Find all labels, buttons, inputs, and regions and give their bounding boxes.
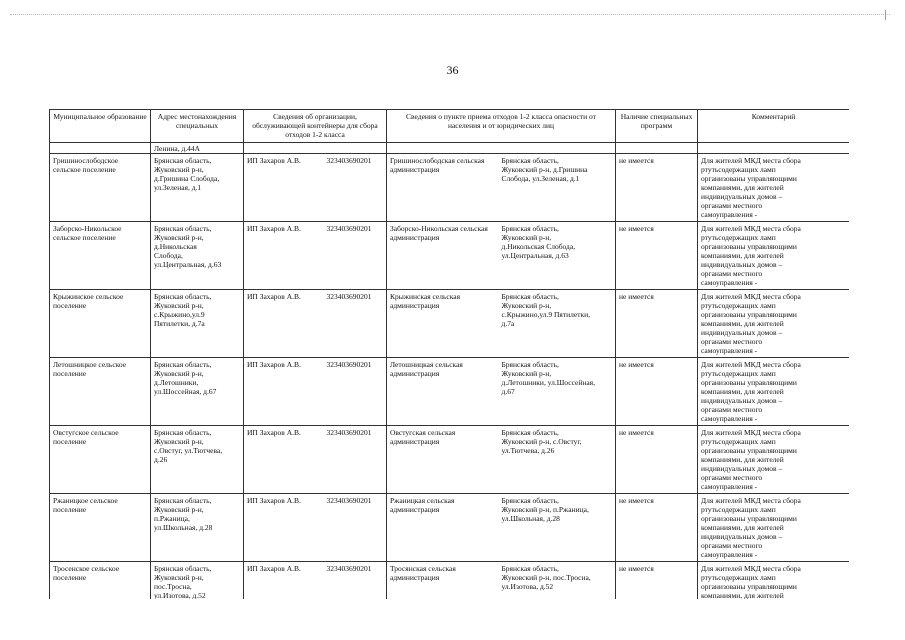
cell-address-line: Брянская область, — [154, 156, 212, 165]
cell-org-name: ИП Захаров А.В. — [244, 358, 324, 426]
cell-comment-line: организованы управляющими — [701, 310, 797, 319]
cell-programs: не имеется — [616, 154, 698, 222]
cell-org-inn: 323403690201 — [324, 494, 387, 562]
cell-comment-line: организованы управляющими — [701, 242, 797, 251]
cell-comment-line: индивидуальных домов – — [701, 532, 783, 541]
cell-address-line: Брянская область, — [154, 224, 212, 233]
cell-address-line: ул.Центральная, д.63 — [154, 260, 222, 269]
scan-artifact-line — [10, 14, 890, 15]
cell-point-address-line: Брянская область, — [501, 224, 559, 233]
cell-comment-line: Для жителей МКД места сбора — [701, 428, 801, 437]
table-row — [50, 154, 850, 222]
cell-address — [151, 290, 244, 358]
cell-point-address-line: Жуковский р-н, — [501, 369, 552, 378]
cell-comment-line: органами местного — [701, 201, 763, 210]
cell-address — [151, 358, 244, 426]
cell-municipality: Ржаницкое сельское поселение — [50, 494, 151, 562]
cell-address-line: Жуковский р-н, — [154, 573, 204, 582]
cell-programs: не имеется — [616, 358, 698, 426]
cell-comment-line: органами местного — [701, 269, 763, 278]
cell-org-inn: 323403690201 — [324, 290, 387, 358]
cell-comment-line: индивидуальных домов – — [701, 396, 783, 405]
header-organization: Сведения об организации, обслуживающей контейнеры для сбора отходов 1-2 класса — [244, 110, 387, 143]
table-row — [50, 222, 850, 290]
cell-point-address-line: д.7а — [501, 319, 515, 328]
cell-point-address-line: с.Крыжино,ул.9 Пятилетки, — [501, 310, 591, 319]
cell-comment — [698, 290, 849, 358]
fragment-org-name — [244, 143, 324, 154]
cell-comment-line: компаниями, для жителей — [701, 523, 784, 532]
cell-address-line: ул.Школьная, д.28 — [154, 523, 213, 532]
cell-address-line: ул.Шоссейная, д.67 — [154, 387, 217, 396]
cell-municipality: Крыжинское сельское поселение — [50, 290, 151, 358]
header-municipality: Муниципальное образование — [50, 110, 151, 143]
cell-point-address-line: Брянская область, — [501, 156, 559, 165]
cell-comment-line: самоуправления - — [701, 550, 758, 559]
cell-point-address-line: Брянская область, — [501, 428, 559, 437]
cell-point-address-line: ул.Центральная, д.63 — [501, 251, 569, 260]
cell-comment-line: органами местного — [701, 541, 763, 550]
table-row — [50, 562, 850, 600]
cell-point-address-line: Брянская область, — [501, 360, 559, 369]
fragment-point-name — [387, 143, 499, 154]
cell-comment-line: индивидуальных домов – — [701, 464, 783, 473]
cell-comment-line: компаниями, для жителей — [701, 591, 784, 599]
cell-comment-line: организованы управляющими — [701, 514, 797, 523]
cell-point-address-line: Жуковский р-н, пос.Тросна, — [501, 573, 591, 582]
cell-address-line: п.Ржаница, — [154, 514, 190, 523]
cell-point-address-line: Слобода, ул.Зеленая, д.1 — [501, 174, 580, 183]
table-row — [50, 426, 850, 494]
cell-address — [151, 426, 244, 494]
cell-point-name: Крыжинская сельская администрация — [387, 290, 499, 358]
cell-address-line: Жуковский р-н, — [154, 369, 204, 378]
cell-comment-line: Для жителей МКД места сбора — [701, 156, 801, 165]
cell-point-address — [499, 358, 616, 426]
cell-comment-line: самоуправления - — [701, 346, 758, 355]
waste-collection-table — [49, 109, 849, 599]
cell-point-address-line: Жуковский р-н, — [501, 301, 552, 310]
scan-artifact-mark — [885, 10, 886, 20]
cell-comment-line: ртутьсодержащих ламп — [701, 369, 776, 378]
fragment-org-inn — [324, 143, 387, 154]
cell-org-name: ИП Захаров А.В. — [244, 290, 324, 358]
cell-address-line: Брянская область, — [154, 496, 212, 505]
cell-address-line: Брянская область, — [154, 564, 212, 573]
cell-comment-line: самоуправления - — [701, 482, 758, 491]
cell-point-address-line: Брянская область, — [501, 292, 559, 301]
cell-comment-line: ртутьсодержащих ламп — [701, 573, 776, 582]
fragment-point-address — [499, 143, 616, 154]
cell-municipality: Гришинослободское сельское поселение — [50, 154, 151, 222]
cell-point-address-line: Жуковский р-н, — [501, 233, 552, 242]
cell-address — [151, 562, 244, 600]
table-body — [50, 143, 850, 600]
cell-address-line: Брянская область, — [154, 292, 212, 301]
cell-comment-line: Для жителей МКД места сбора — [701, 224, 801, 233]
cell-org-name: ИП Захаров А.В. — [244, 426, 324, 494]
cell-comment-line: ртутьсодержащих ламп — [701, 505, 776, 514]
table-header-row — [50, 110, 850, 143]
table-row-fragment — [50, 143, 850, 154]
table-row — [50, 290, 850, 358]
cell-org-inn: 323403690201 — [324, 562, 387, 600]
cell-programs: не имеется — [616, 562, 698, 600]
cell-comment-line: ртутьсодержащих ламп — [701, 165, 776, 174]
cell-address-line: д.Гришина Слобода, — [154, 174, 220, 183]
table-row — [50, 358, 850, 426]
cell-comment-line: органами местного — [701, 337, 763, 346]
cell-municipality: Летошницкое сельское поселение — [50, 358, 151, 426]
cell-municipality: Заборско-Никольское сельское поселение — [50, 222, 151, 290]
cell-point-address — [499, 494, 616, 562]
cell-org-inn: 323403690201 — [324, 154, 387, 222]
cell-address-line: Брянская область, — [154, 360, 212, 369]
table-row — [50, 494, 850, 562]
header-comment: Комментарий — [698, 110, 849, 143]
cell-comment-line: ртутьсодержащих ламп — [701, 301, 776, 310]
cell-comment — [698, 222, 849, 290]
cell-address-line: Жуковский р-н, — [154, 301, 204, 310]
cell-comment-line: компаниями, для жителей — [701, 251, 784, 260]
cell-programs: не имеется — [616, 222, 698, 290]
cell-comment-line: Для жителей МКД места сбора — [701, 496, 801, 505]
cell-comment-line: организованы управляющими — [701, 446, 797, 455]
cell-org-inn: 323403690201 — [324, 358, 387, 426]
cell-comment-line: компаниями, для жителей — [701, 183, 784, 192]
cell-comment-line: самоуправления - — [701, 278, 758, 287]
cell-org-name: ИП Захаров А.В. — [244, 562, 324, 600]
cell-comment-line: индивидуальных домов – — [701, 192, 783, 201]
cell-programs: не имеется — [616, 290, 698, 358]
cell-comment-line: Для жителей МКД места сбора — [701, 292, 801, 301]
cell-address-line: Жуковский р-н, — [154, 165, 204, 174]
cell-point-name: Летошницкая сельская администрация — [387, 358, 499, 426]
cell-comment-line: Для жителей МКД места сбора — [701, 564, 801, 573]
cell-point-address — [499, 426, 616, 494]
cell-point-address-line: ул.Тютчева, д.26 — [501, 446, 555, 455]
cell-point-address-line: д.Летошники, ул.Шоссейная, — [501, 378, 595, 387]
cell-comment-line: компаниями, для жителей — [701, 387, 784, 396]
cell-org-inn: 323403690201 — [324, 426, 387, 494]
cell-point-address — [499, 562, 616, 600]
cell-point-address-line: Жуковский р-н, с.Овстуг, — [501, 437, 582, 446]
cell-point-name: Заборско-Никольская сельская администрация — [387, 222, 499, 290]
cell-programs: не имеется — [616, 426, 698, 494]
cell-comment-line: организованы управляющими — [701, 378, 797, 387]
cell-comment-line: самоуправления - — [701, 210, 758, 219]
cell-org-inn: 323403690201 — [324, 222, 387, 290]
header-programs: Наличие специальных программ — [616, 110, 698, 143]
cell-point-address-line: Жуковский р-н, д.Гришина — [501, 165, 588, 174]
cell-comment — [698, 154, 849, 222]
cell-address-line: д.Летошники, — [154, 378, 199, 387]
fragment-programs — [616, 143, 698, 154]
cell-address-line: пос.Тросна, — [154, 582, 192, 591]
cell-comment — [698, 426, 849, 494]
cell-comment-line: самоуправления - — [701, 414, 758, 423]
fragment-comment — [698, 143, 849, 154]
cell-point-address — [499, 222, 616, 290]
cell-address-line: д.26 — [154, 455, 168, 464]
cell-point-address-line: Жуковский р-н, п.Ржаница, — [501, 505, 589, 514]
cell-org-name: ИП Захаров А.В. — [244, 154, 324, 222]
cell-address-line: с.Крыжино,ул.9 — [154, 310, 205, 319]
cell-point-name: Гришинослободская сельская администрация — [387, 154, 499, 222]
cell-comment-line: органами местного — [701, 473, 763, 482]
cell-point-name: Тросянская сельская администрация — [387, 562, 499, 600]
cell-point-name: Ржаницкая сельская администрация — [387, 494, 499, 562]
cell-address-line: Брянская область, — [154, 428, 212, 437]
page-number: 36 — [446, 63, 459, 77]
cell-programs: не имеется — [616, 494, 698, 562]
cell-address-line: ул.Изотова, д.52 — [154, 591, 206, 599]
cell-comment-line: индивидуальных домов – — [701, 260, 783, 269]
cell-comment-line: индивидуальных домов – — [701, 328, 783, 337]
cell-point-address — [499, 290, 616, 358]
header-address: Адрес местонахождения специальных — [151, 110, 244, 143]
cell-org-name: ИП Захаров А.В. — [244, 494, 324, 562]
cell-comment — [698, 494, 849, 562]
cell-municipality: Овстугское сельское поселение — [50, 426, 151, 494]
cell-comment — [698, 358, 849, 426]
cell-address-line: с.Овстуг, ул.Тютчева, — [154, 446, 223, 455]
cell-address-line: Жуковский р-н, — [154, 505, 204, 514]
cell-address — [151, 154, 244, 222]
cell-point-address-line: д.67 — [501, 387, 515, 396]
cell-point-address-line: ул.Школьная, д.28 — [501, 514, 560, 523]
cell-address — [151, 494, 244, 562]
cell-address-line: ул.Зеленая, д.1 — [154, 183, 202, 192]
cell-comment-line: организованы управляющими — [701, 174, 797, 183]
cell-comment-line: Для жителей МКД места сбора — [701, 360, 801, 369]
cell-address-line: Пятилетки, д.7а — [154, 319, 205, 328]
cell-comment-line: органами местного — [701, 405, 763, 414]
cell-comment-line: организованы управляющими — [701, 582, 797, 591]
cell-address — [151, 222, 244, 290]
cell-comment-line: компаниями, для жителей — [701, 455, 784, 464]
fragment-municipality — [50, 143, 151, 154]
cell-address-line: д.Никольская — [154, 242, 197, 251]
cell-comment-line: ртутьсодержащих ламп — [701, 437, 776, 446]
cell-point-address-line: д.Никольская Слобода, — [501, 242, 576, 251]
cell-point-address-line: Брянская область, — [501, 564, 559, 573]
cell-address-line: Жуковский р-н, — [154, 437, 204, 446]
cell-comment-line: ртутьсодержащих ламп — [701, 233, 776, 242]
cell-address-line: Жуковский р-н, — [154, 233, 204, 242]
cell-point-address-line: ул.Изотова, д.52 — [501, 582, 554, 591]
fragment-address: Ленина, д.44А — [151, 143, 244, 154]
cell-comment — [698, 562, 849, 600]
table-container — [49, 109, 849, 599]
header-collection-point: Сведения о пункте приема отходов 1-2 класса опасности от населения и от юридических лиц — [387, 110, 616, 143]
cell-comment-line: компаниями, для жителей — [701, 319, 784, 328]
cell-point-name: Овстугская сельская администрация — [387, 426, 499, 494]
cell-address-line: Слобода, — [154, 251, 183, 260]
cell-point-address — [499, 154, 616, 222]
cell-point-address-line: Брянская область, — [501, 496, 559, 505]
cell-org-name: ИП Захаров А.В. — [244, 222, 324, 290]
cell-municipality: Тросенское сельское поселение — [50, 562, 151, 600]
